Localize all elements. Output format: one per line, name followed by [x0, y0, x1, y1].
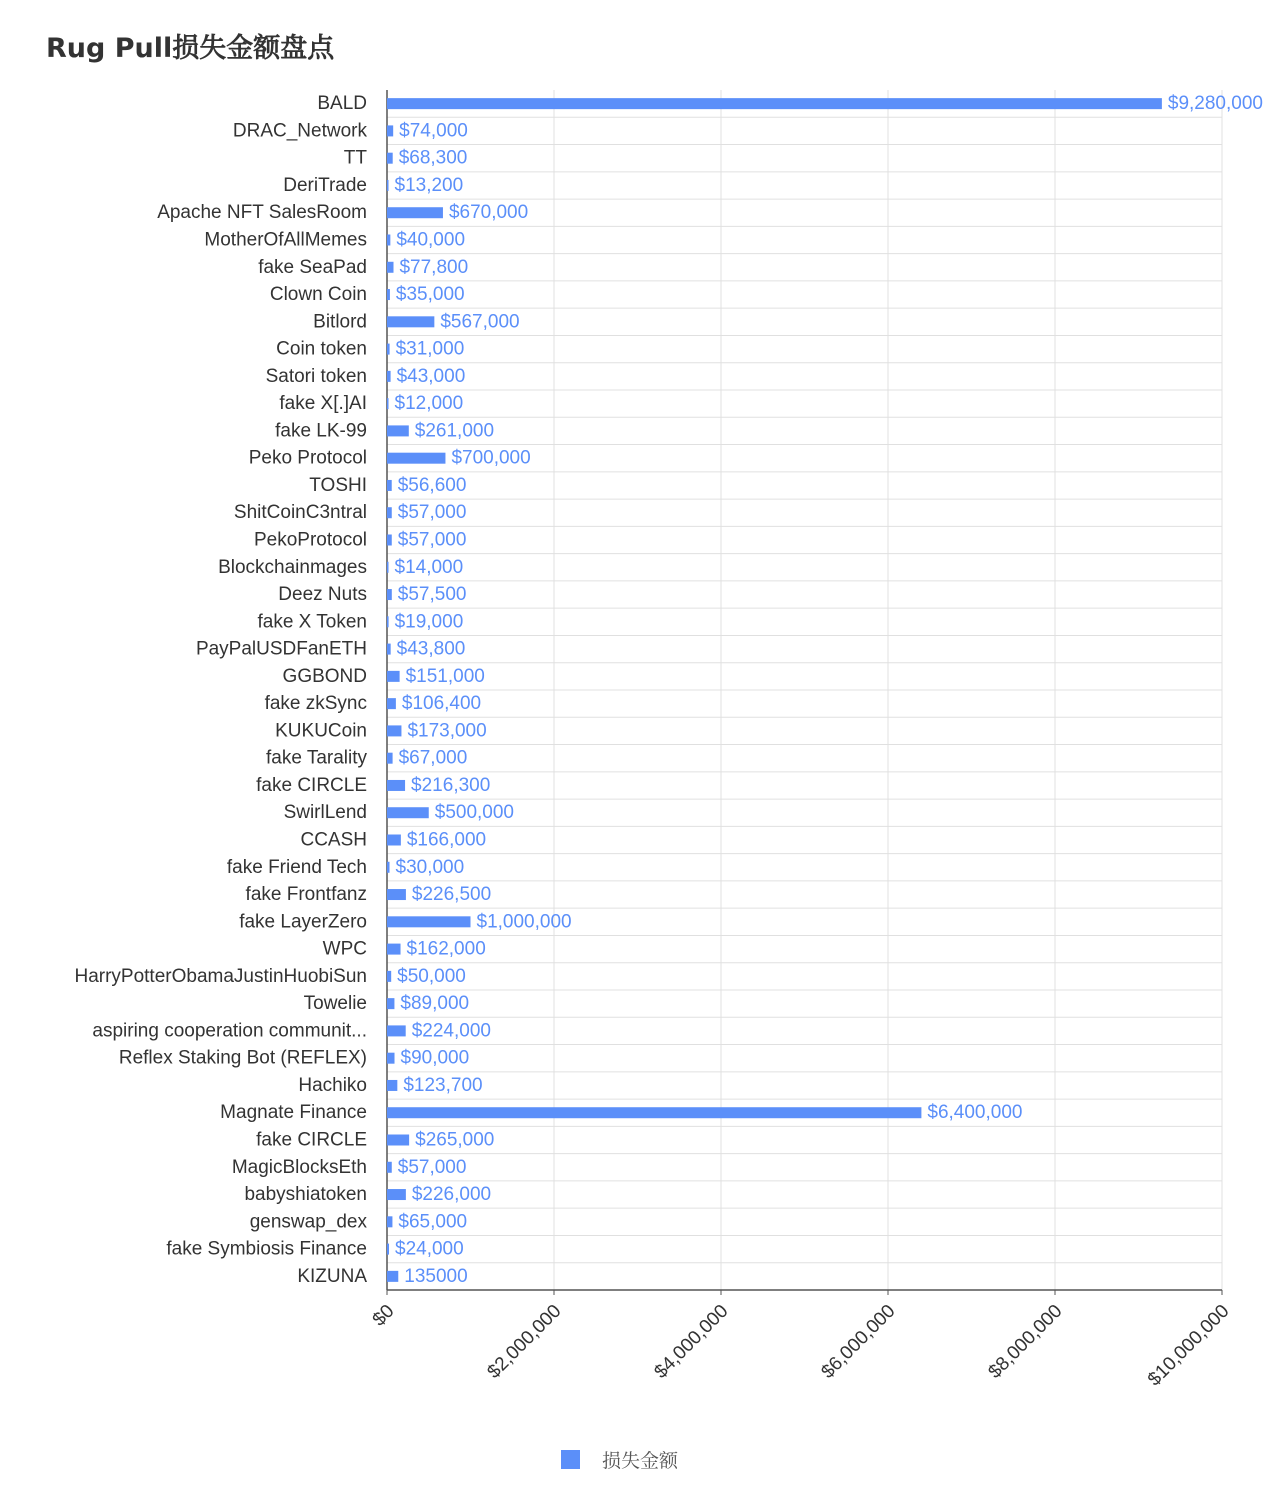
- value-label: $35,000: [395, 284, 465, 306]
- value-label: $68,300: [398, 147, 468, 169]
- x-tick-label: $2,000,000: [483, 1300, 566, 1383]
- bar: [387, 480, 392, 491]
- legend[interactable]: [561, 1446, 678, 1473]
- category-label: Hachiko: [298, 1074, 367, 1096]
- category-label: fake Symbiosis Finance: [166, 1238, 367, 1260]
- category-label: ShitCoinC3ntral: [233, 502, 367, 524]
- bar: [387, 535, 392, 546]
- category-label: Reflex Staking Bot (REFLEX): [118, 1047, 367, 1069]
- bar: [387, 1025, 406, 1036]
- category-label: BALD: [317, 93, 367, 115]
- value-label: $1,000,000: [476, 911, 572, 933]
- legend-label: 损失金额: [602, 1450, 679, 1472]
- x-tick-label: $6,000,000: [817, 1300, 900, 1383]
- bar: [387, 235, 390, 246]
- value-label: $77,800: [399, 256, 469, 278]
- value-label: $14,000: [394, 556, 464, 578]
- value-label: $123,700: [403, 1074, 483, 1096]
- value-label: $500,000: [434, 802, 514, 824]
- category-label: fake X[.]AI: [279, 393, 367, 415]
- category-label: DRAC_Network: [232, 120, 367, 142]
- value-label: $166,000: [406, 829, 487, 851]
- value-label: $162,000: [406, 938, 486, 960]
- category-label: fake CIRCLE: [256, 1129, 367, 1151]
- bar: [387, 562, 389, 573]
- bar: [387, 725, 401, 736]
- value-label: $226,500: [411, 884, 492, 906]
- value-label: $74,000: [399, 120, 468, 142]
- value-label: $57,000: [397, 502, 467, 524]
- bar: [387, 289, 390, 300]
- bar: [387, 125, 393, 136]
- value-label: $30,000: [395, 856, 465, 878]
- value-label: $57,500: [397, 584, 467, 606]
- value-label: $567,000: [440, 311, 520, 333]
- bar: [387, 207, 443, 218]
- category-label: babyshiatoken: [244, 1184, 367, 1206]
- value-label: $89,000: [400, 993, 470, 1015]
- value-label: $67,000: [398, 747, 468, 769]
- value-label: $224,000: [411, 1020, 491, 1042]
- category-label: fake Tarality: [265, 747, 367, 769]
- bar: [387, 780, 405, 791]
- category-label: PekoProtocol: [253, 529, 367, 551]
- bar: [387, 589, 392, 600]
- category-label: GGBOND: [282, 665, 367, 687]
- bar: [387, 180, 389, 191]
- category-label: DeriTrade: [283, 174, 367, 196]
- value-label: $40,000: [396, 229, 466, 251]
- value-label: $43,800: [396, 638, 466, 660]
- category-label: Apache NFT SalesRoom: [157, 202, 367, 224]
- bar: [387, 425, 409, 436]
- bar: [387, 262, 393, 273]
- bar: [387, 807, 429, 818]
- category-label: KIZUNA: [297, 1265, 367, 1287]
- value-label: $670,000: [448, 202, 529, 224]
- category-label: fake SeaPad: [258, 256, 367, 278]
- bar: [387, 1162, 392, 1173]
- bar: [387, 1216, 392, 1227]
- x-tick-label: $8,000,000: [984, 1300, 1067, 1383]
- category-label: Magnate Finance: [220, 1102, 367, 1124]
- bar: [387, 1189, 406, 1200]
- bar: [387, 507, 392, 518]
- value-label: $216,300: [411, 774, 491, 796]
- value-label: $57,000: [397, 1156, 467, 1178]
- value-label: $24,000: [395, 1238, 464, 1260]
- category-label: Deez Nuts: [278, 584, 367, 606]
- category-label: Clown Coin: [269, 284, 367, 306]
- bar: [387, 671, 400, 682]
- value-label: $50,000: [397, 965, 466, 987]
- category-label: MotherOfAllMemes: [204, 229, 367, 251]
- category-label: SwirlLend: [283, 802, 367, 824]
- category-label: HarryPotterObamaJustinHuobiSun: [74, 965, 367, 987]
- category-label: MagicBlocksEth: [231, 1156, 367, 1178]
- bar: [387, 944, 401, 955]
- bar: [387, 616, 389, 627]
- bar: [387, 753, 393, 764]
- category-label: TOSHI: [309, 474, 367, 496]
- bar: [387, 971, 391, 982]
- value-label: $56,600: [397, 474, 467, 496]
- bar: [387, 316, 434, 327]
- value-label: $151,000: [405, 665, 485, 687]
- bar: [387, 644, 391, 655]
- bar: [387, 371, 391, 382]
- value-label: $13,200: [394, 174, 464, 196]
- bar: [387, 835, 401, 846]
- bar: [387, 1135, 409, 1146]
- category-label: Bitlord: [313, 311, 367, 333]
- category-label: fake CIRCLE: [256, 774, 367, 796]
- value-label: $700,000: [451, 447, 531, 469]
- bar: [387, 1271, 398, 1282]
- value-label: $12,000: [394, 393, 464, 415]
- category-label: genswap_dex: [249, 1211, 367, 1233]
- value-label: $19,000: [394, 611, 464, 633]
- value-label: $261,000: [414, 420, 495, 442]
- bar: [387, 998, 394, 1009]
- category-label: Satori token: [265, 365, 367, 387]
- category-label: PayPalUSDFanETH: [195, 638, 367, 660]
- value-label: 135000: [404, 1265, 468, 1287]
- value-label: $31,000: [395, 338, 465, 360]
- bar: [387, 1107, 921, 1118]
- bar: [387, 453, 445, 464]
- category-label: fake X Token: [257, 611, 367, 633]
- bar: [387, 916, 471, 927]
- value-label: $43,000: [396, 365, 466, 387]
- bar: [387, 153, 393, 164]
- value-label: $106,400: [401, 693, 482, 715]
- value-label: $173,000: [407, 720, 487, 742]
- value-label: $57,000: [397, 529, 467, 551]
- bar: [387, 98, 1162, 109]
- value-label: $226,000: [411, 1184, 492, 1206]
- bar: [387, 1053, 395, 1064]
- category-label: Peko Protocol: [248, 447, 367, 469]
- legend-swatch: [561, 1450, 580, 1469]
- category-label: CCASH: [300, 829, 367, 851]
- chart-title: Rug Pull损失金额盘点: [46, 33, 335, 64]
- x-tick-label: $10,000,000: [1143, 1300, 1234, 1391]
- category-label: fake Frontfanz: [245, 884, 367, 906]
- category-label: Coin token: [276, 338, 367, 360]
- bar: [387, 1244, 389, 1255]
- value-label: $265,000: [415, 1129, 495, 1151]
- category-label: fake LK-99: [275, 420, 367, 442]
- category-label: aspiring cooperation communit...: [92, 1020, 367, 1042]
- x-tick-label: $4,000,000: [650, 1300, 733, 1383]
- bar: [387, 398, 389, 409]
- bar: [387, 698, 396, 709]
- category-label: fake zkSync: [264, 693, 367, 715]
- category-label: Towelie: [303, 993, 367, 1015]
- bar: [387, 1080, 397, 1091]
- bar: [387, 862, 390, 873]
- value-label: $9,280,000: [1167, 93, 1263, 115]
- x-tick-label: $0: [368, 1300, 399, 1331]
- category-label: fake LayerZero: [239, 911, 367, 933]
- category-label: TT: [343, 147, 367, 169]
- category-label: fake Friend Tech: [226, 856, 367, 878]
- bar: [387, 889, 406, 900]
- bar: [387, 344, 390, 355]
- category-label: Blockchainmages: [218, 556, 367, 578]
- category-label: KUKUCoin: [275, 720, 367, 742]
- value-label: $65,000: [398, 1211, 468, 1233]
- category-label: WPC: [322, 938, 367, 960]
- value-label: $90,000: [400, 1047, 470, 1069]
- value-label: $6,400,000: [927, 1102, 1023, 1124]
